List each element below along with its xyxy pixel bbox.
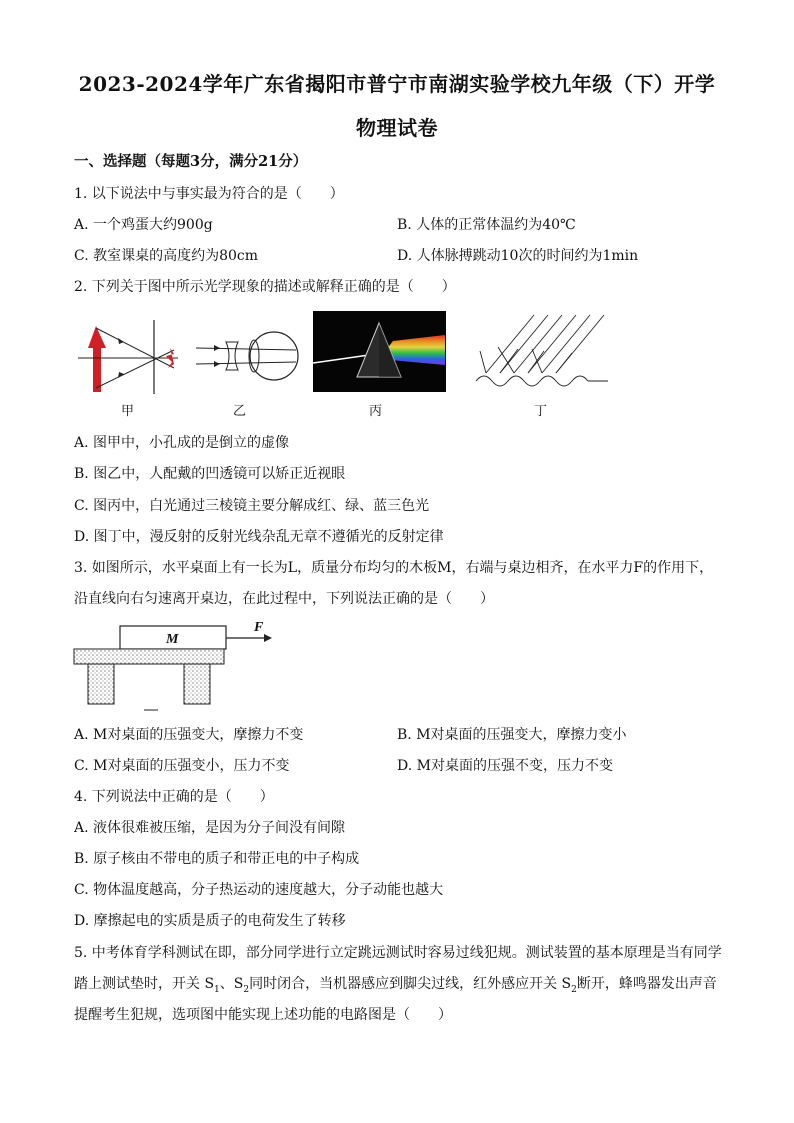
fig-caption-ding: 丁	[534, 404, 548, 419]
q1-option-d: D. 人体脉搏跳动10次的时间约为1min	[397, 248, 639, 264]
q2-option-c: C. 图丙中，白光通过三棱镜主要分解成红、绿、蓝三色光	[74, 498, 430, 514]
table-board-figure	[72, 618, 276, 712]
prism-figure	[313, 311, 446, 392]
pinhole-figure	[74, 318, 184, 396]
q5-line3: 提醒考生犯规，选项图中能实现上述功能的电路图是（ ）	[74, 1007, 452, 1023]
q4-option-d: D. 摩擦起电的实质是质子的电荷发生了转移	[74, 913, 346, 929]
q2-stem: 2. 下列关于图中所示光学现象的描述或解释正确的是（ ）	[74, 279, 456, 295]
eye-lens-figure	[192, 318, 304, 396]
q5-line1: 5. 中考体育学科测试在即，部分同学进行立定跳远测试时容易过线犯规。测试装置的基本原理是当有同学	[74, 945, 722, 961]
fig-caption-jia: 甲	[121, 404, 135, 419]
fig-caption-bing: 丙	[369, 404, 383, 419]
fig-caption-yi: 乙	[233, 404, 247, 419]
q3-option-b: B. M对桌面的压强变大，摩擦力变小	[397, 727, 627, 743]
q1-option-b: B. 人体的正常体温约为40℃	[397, 217, 576, 233]
q3-option-c: C. M对桌面的压强变小，压力不变	[74, 758, 290, 774]
q3-option-d: D. M对桌面的压强不变，压力不变	[397, 758, 613, 774]
q4-option-b: B. 原子核由不带电的质子和带正电的中子构成	[74, 851, 360, 867]
section-heading: 一、选择题（每题3分，满分21分）	[74, 153, 308, 170]
q3-option-a: A. M对桌面的压强变大，摩擦力不变	[74, 727, 304, 743]
exam-title-line1: 2023-2024学年广东省揭阳市普宁市南湖实验学校九年级（下）开学	[78, 72, 716, 96]
q2-option-d: D. 图丁中，漫反射的反射光线杂乱无章不遵循光的反射定律	[74, 529, 444, 545]
q2-option-a: A. 图甲中，小孔成的是倒立的虚像	[74, 435, 290, 451]
q1-option-c: C. 教室课桌的高度约为80cm	[74, 248, 259, 264]
q4-option-c: C. 物体温度越高，分子热运动的速度越大，分子动能也越大	[74, 882, 444, 898]
q2-option-b: B. 图乙中，人配戴的凹透镜可以矫正近视眼	[74, 466, 346, 482]
q4-option-a: A. 液体很难被压缩，是因为分子间没有间隙	[74, 820, 346, 836]
board-label-m: M	[166, 632, 179, 647]
q1-stem: 1. 以下说法中与事实最为符合的是（ ）	[74, 186, 344, 202]
q3-stem-line2: 沿直线向右匀速离开桌边，在此过程中，下列说法正确的是（ ）	[74, 591, 494, 607]
q1-option-a: A. 一个鸡蛋大约900g	[74, 217, 213, 233]
q5-line2: 踏上测试垫时，开关 $S_1$、$S_2$同时闭合，当机器感应到脚尖过线，红外感应开关 $S_2$断开，蜂鸣器发出声音	[74, 976, 717, 995]
force-label-f: F	[254, 620, 264, 635]
q4-stem: 4. 下列说法中正确的是（ ）	[74, 789, 274, 805]
diffuse-reflection-figure	[474, 311, 610, 393]
exam-title-line2: 物理试卷	[356, 116, 438, 140]
q3-stem-line1: 3. 如图所示，水平桌面上有一长为L，质量分布均匀的木板M，右端与桌边相齐，在水平力F的作用下，	[74, 560, 714, 576]
